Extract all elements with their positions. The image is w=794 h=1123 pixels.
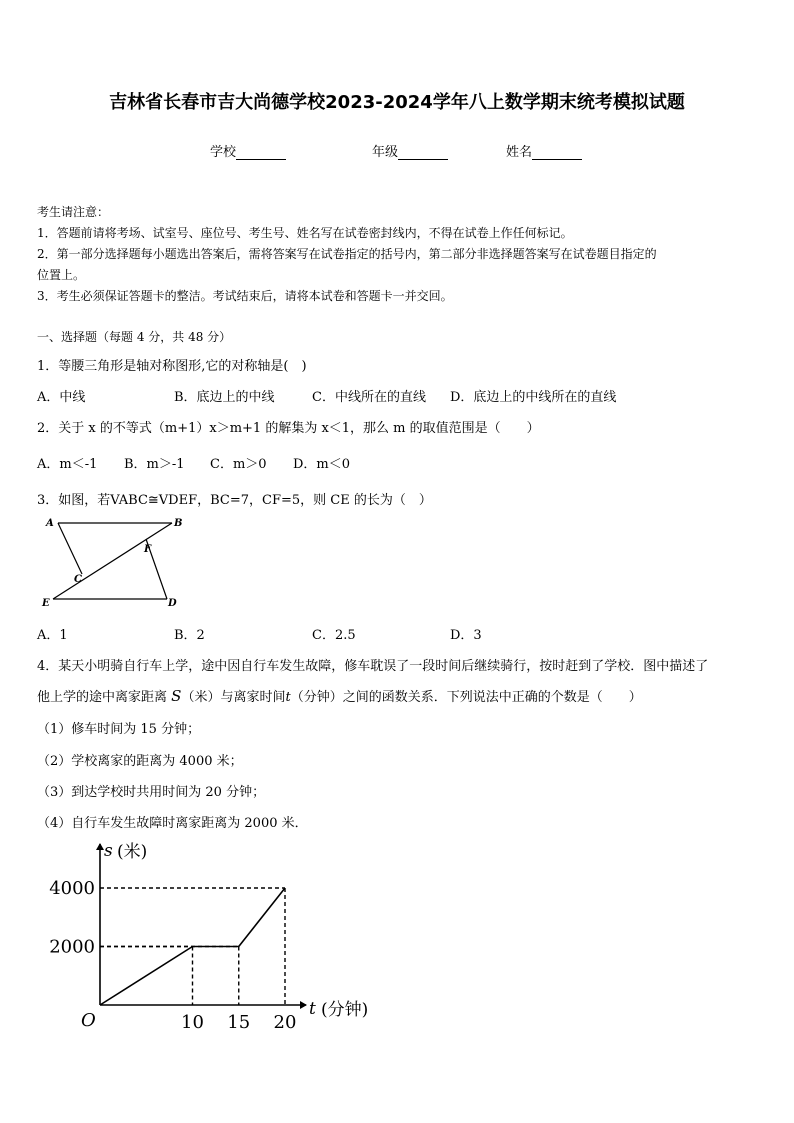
- q3-option-c: C．2.5: [312, 628, 356, 643]
- grade-blank: [398, 145, 448, 160]
- segment-ac: [58, 523, 82, 574]
- grade-field: [372, 141, 448, 160]
- grade-label: 年级: [372, 145, 399, 160]
- q3-option-a: A．1: [37, 628, 68, 643]
- q4-stem-line1: 4．某天小明骑自行车上学，途中因自行车发生故障，修车耽误了一段时间后继续骑行，按时赶到了学校．图中描述了: [37, 659, 709, 674]
- point-label-d: D: [168, 598, 177, 609]
- q4-var-s: S: [171, 687, 182, 705]
- q2-stem: 2．关于 x 的不等式（m+1）x＞m+1 的解集为 x＜1，那么 m 的取值范围是（ ）: [37, 421, 540, 436]
- school-blank: [236, 145, 286, 160]
- series-line-segment: [239, 888, 285, 947]
- q4-stem-part-c: （分钟）之间的函数关系．下列说法中正确的个数是（ ）: [290, 690, 642, 705]
- y-tick-label: 2000: [49, 936, 95, 958]
- q2-option-a: A．m＜-1: [37, 457, 98, 472]
- q1-option-a: A．中线: [37, 390, 86, 405]
- name-field: [506, 141, 582, 160]
- q4-statement: （4）自行车发生故障时离家距离为 2000 米．: [37, 816, 308, 831]
- y-axis-var: s: [104, 841, 113, 861]
- q4-stem-line2: [37, 686, 642, 705]
- x-axis-var: t: [309, 999, 316, 1019]
- notice-item: 2．第一部分选择题每小题选出答案后，需将答案写在试卷指定的括号内，第二部分非选择题答案写在试卷题目指定的: [37, 247, 657, 261]
- y-axis-unit: (米): [117, 842, 148, 862]
- q2-option-b: B．m＞-1: [124, 457, 185, 472]
- q1-option-d: D．底边上的中线所在的直线: [450, 390, 617, 405]
- x-tick-label: 20: [273, 1012, 297, 1033]
- q1-option-c: C．中线所在的直线: [312, 390, 426, 405]
- q3-option-b: B．2: [174, 628, 205, 643]
- x-tick-label: 15: [227, 1012, 251, 1033]
- notice-item: 3．考生必须保证答题卡的整洁。考试结束后，请将本试卷和答题卡一并交回。: [37, 289, 453, 303]
- x-axis-unit: (分钟): [321, 1000, 369, 1020]
- distance-time-chart: [0, 830, 400, 1050]
- point-label-e: E: [42, 598, 50, 609]
- q4-statement: （2）学校离家的距离为 4000 米；: [37, 754, 243, 769]
- point-label-c: C: [74, 574, 82, 585]
- exam-title: 吉林省长春市吉大尚德学校2023-2024学年八上数学期末统考模拟试题: [109, 92, 685, 113]
- q2-option-c: C．m＞0: [210, 457, 267, 472]
- school-label: 学校: [210, 145, 237, 160]
- q4-statement: （1）修车时间为 15 分钟；: [37, 722, 201, 737]
- q1-option-b: B．底边上的中线: [174, 390, 275, 405]
- q4-stem-part-a: 他上学的途中离家距离: [37, 690, 168, 705]
- notice-heading: 考生请注意：: [37, 205, 110, 219]
- section-heading: 一、选择题（每题 4 分，共 48 分）: [37, 330, 232, 344]
- q4-statement: （3）到达学校时共用时间为 20 分钟；: [37, 785, 266, 800]
- notice-item: 1．答题前请将考场、试室号、座位号、考生号、姓名写在试卷密封线内，不得在试卷上作任何标记。: [37, 226, 573, 240]
- name-blank: [532, 145, 582, 160]
- y-tick-label: 4000: [49, 878, 95, 899]
- point-label-b: B: [174, 518, 183, 529]
- notice-item: 位置上。: [37, 268, 86, 282]
- q3-option-d: D．3: [450, 628, 482, 643]
- point-label-f: F: [144, 544, 152, 555]
- q2-option-d: D．m＜0: [293, 457, 351, 472]
- origin-label: O: [81, 1010, 96, 1031]
- q3-stem: 3．如图，若VABC≅VDEF，BC=7，CF=5，则 CE 的长为（ ）: [37, 493, 432, 508]
- name-label: 姓名: [506, 145, 533, 160]
- x-tick-label: 10: [181, 1012, 204, 1033]
- series-line-segment: [100, 947, 193, 1006]
- q4-var-t: t: [285, 690, 291, 705]
- q4-stem-part-b: （米）与离家时间: [181, 690, 286, 705]
- triangle-figure: [36, 514, 186, 612]
- school-field: [210, 141, 286, 160]
- q1-stem: 1．等腰三角形是轴对称图形,它的对称轴是( ): [37, 359, 307, 374]
- point-label-a: A: [46, 518, 54, 529]
